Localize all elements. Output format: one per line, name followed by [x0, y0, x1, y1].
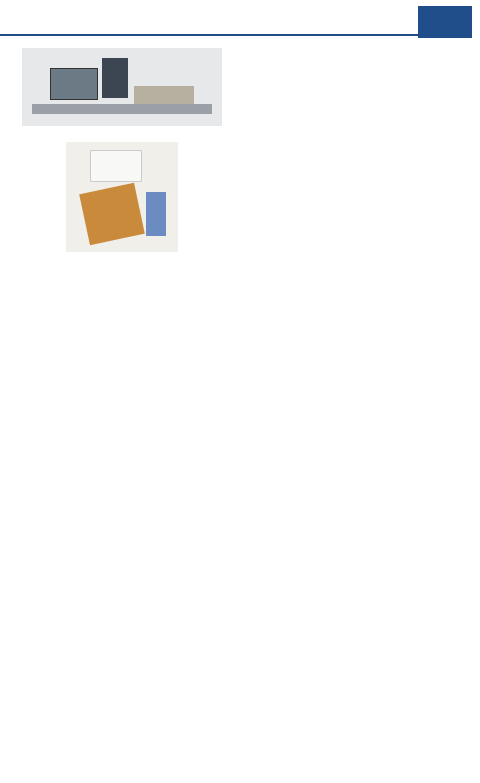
header-rule: [0, 34, 422, 36]
figure-6-chart: [8, 378, 236, 518]
figure-5: [8, 44, 236, 244]
test-bench-photo: [22, 48, 222, 126]
figure-9-chart: [248, 444, 470, 590]
journal-logo: [418, 6, 472, 38]
probe-photo: [66, 142, 178, 252]
figure-8-chart: [248, 280, 470, 428]
figure-7-chart: [8, 540, 236, 680]
